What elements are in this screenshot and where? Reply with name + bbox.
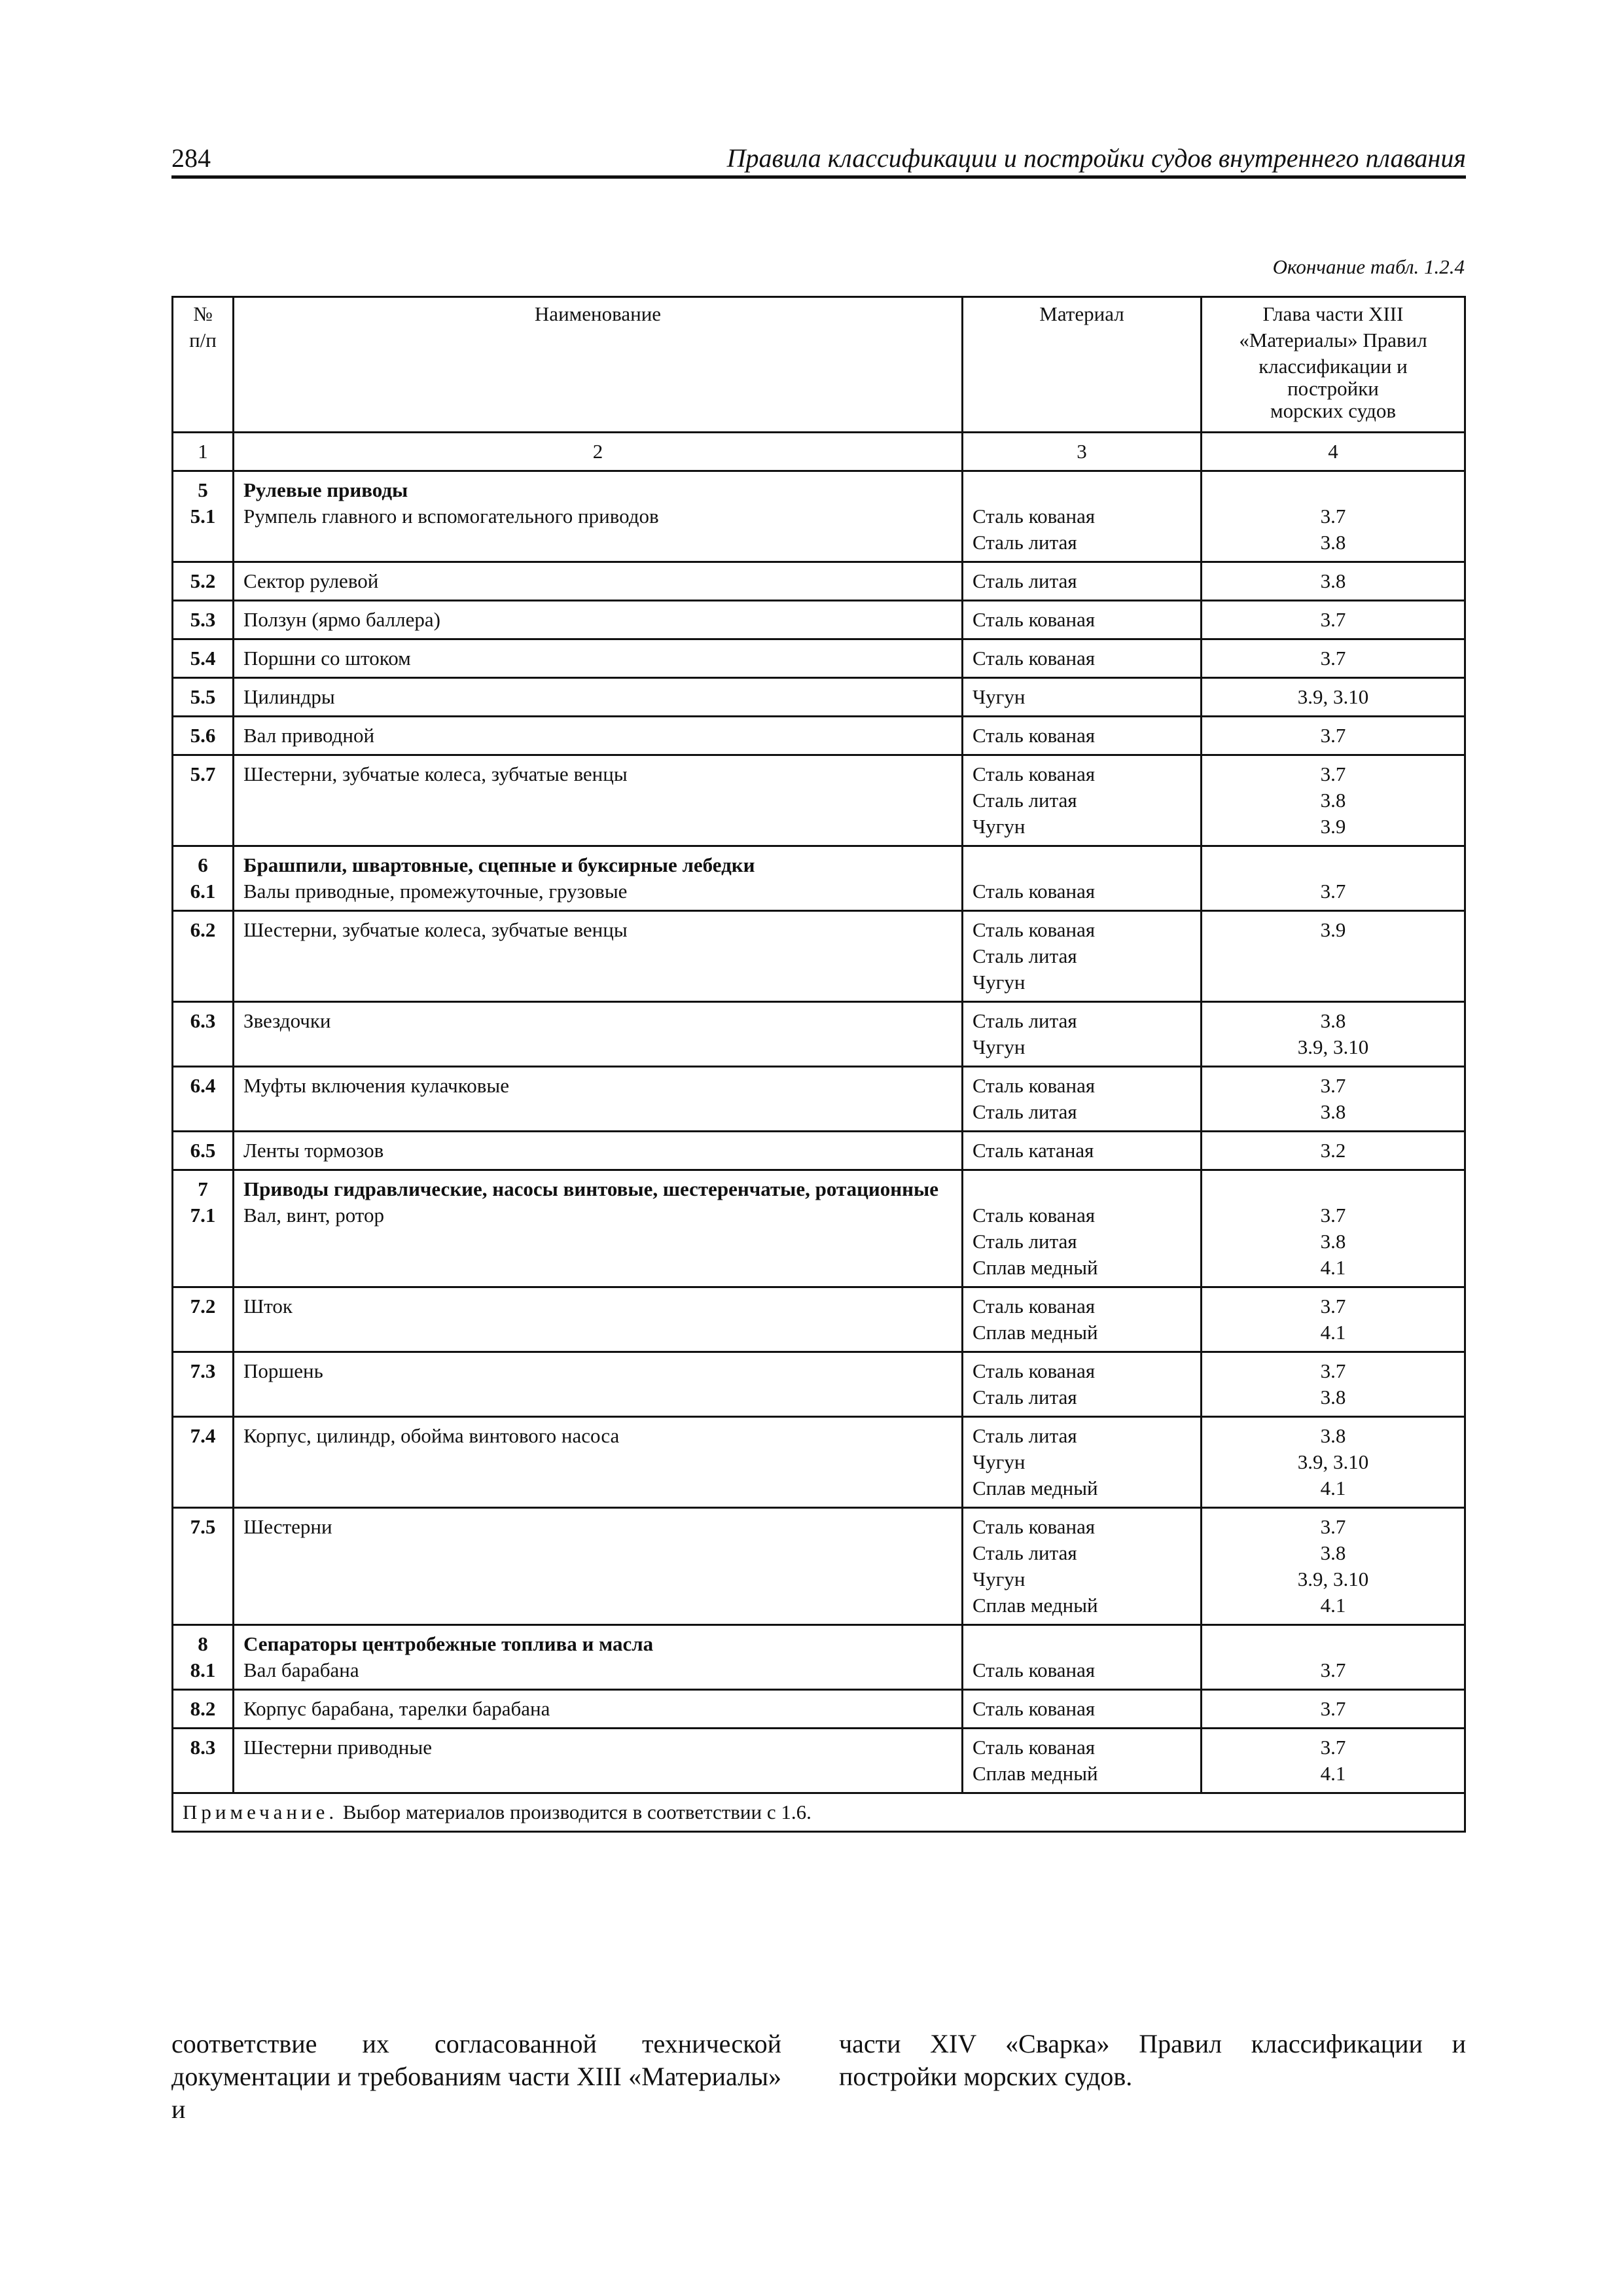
table-row bbox=[173, 911, 1465, 1002]
section-spacer bbox=[972, 477, 1191, 503]
row-number-cell bbox=[173, 717, 234, 755]
header-name: Наименование bbox=[234, 297, 963, 433]
row-number-cell bbox=[173, 1625, 234, 1690]
material-item: Сталь кованая bbox=[972, 1697, 1096, 1720]
row-number: 7.1 bbox=[190, 1204, 216, 1227]
chapter-item: 3.2 bbox=[1320, 1139, 1346, 1162]
material-item: Сталь литая bbox=[972, 944, 1077, 967]
row-number-cell bbox=[173, 846, 234, 911]
note-label: Примечание. bbox=[183, 1801, 338, 1823]
material-item: Сталь кованая bbox=[972, 1295, 1096, 1318]
material-item: Чугун bbox=[972, 1450, 1026, 1473]
row-chapter-cell bbox=[1202, 601, 1465, 639]
chapter-item: 3.8 bbox=[1320, 569, 1346, 592]
material-item: Чугун bbox=[972, 1568, 1026, 1590]
row-name: Сектор рулевой bbox=[243, 569, 379, 592]
header-chapter-line: «Материалы» Правил bbox=[1239, 329, 1427, 351]
row-material-cell bbox=[963, 755, 1202, 846]
chapter-item: 4.1 bbox=[1320, 1762, 1346, 1785]
row-name-cell bbox=[234, 1287, 963, 1352]
chapter-item: 3.7 bbox=[1320, 880, 1346, 903]
row-number: 7.5 bbox=[190, 1515, 216, 1538]
row-chapter-cell bbox=[1202, 1170, 1465, 1287]
row-number: 6.3 bbox=[190, 1009, 216, 1032]
row-number-cell bbox=[173, 678, 234, 717]
row-name: Ленты тормозов bbox=[243, 1139, 384, 1162]
material-item: Сплав медный bbox=[972, 1477, 1098, 1499]
row-name-cell bbox=[234, 1067, 963, 1132]
row-number-cell bbox=[173, 471, 234, 562]
chapter-item: 3.8 bbox=[1320, 1100, 1346, 1123]
material-item: Сталь литая bbox=[972, 1386, 1077, 1408]
row-name-cell bbox=[234, 1170, 963, 1287]
table-row bbox=[173, 717, 1465, 755]
materials-table bbox=[171, 296, 1466, 1833]
material-item: Сталь литая bbox=[972, 789, 1077, 812]
row-name-cell bbox=[234, 471, 963, 562]
row-number-cell bbox=[173, 1690, 234, 1729]
material-item: Сталь кованая bbox=[972, 1659, 1096, 1681]
chapter-item: 3.7 bbox=[1320, 762, 1346, 785]
row-number-cell bbox=[173, 1067, 234, 1132]
row-number: 7.3 bbox=[190, 1359, 216, 1382]
row-number: 5.2 bbox=[190, 569, 216, 592]
table-row bbox=[173, 1067, 1465, 1132]
table-row bbox=[173, 846, 1465, 911]
row-name-cell bbox=[234, 755, 963, 846]
table-row bbox=[173, 1625, 1465, 1690]
material-item: Сталь литая bbox=[972, 531, 1077, 554]
chapter-item: 3.7 bbox=[1320, 1736, 1346, 1759]
row-number: 8.1 bbox=[190, 1659, 216, 1681]
row-material-cell bbox=[963, 1132, 1202, 1170]
table-row bbox=[173, 562, 1465, 601]
chapter-item: 3.7 bbox=[1320, 1659, 1346, 1681]
row-name: Вал барабана bbox=[243, 1659, 359, 1681]
row-number-cell bbox=[173, 1002, 234, 1067]
section-spacer bbox=[1211, 1631, 1455, 1657]
row-number-cell bbox=[173, 755, 234, 846]
row-chapter-cell bbox=[1202, 1417, 1465, 1508]
row-number: 5.3 bbox=[190, 608, 216, 631]
chapter-item: 3.8 bbox=[1320, 1541, 1346, 1564]
row-number: 6.2 bbox=[190, 918, 216, 941]
row-number: 5.4 bbox=[190, 647, 216, 670]
table-row bbox=[173, 1417, 1465, 1508]
chapter-item: 3.8 bbox=[1320, 1230, 1346, 1253]
table-row bbox=[173, 1287, 1465, 1352]
material-item: Сталь кованая bbox=[972, 762, 1096, 785]
row-material-cell bbox=[963, 1170, 1202, 1287]
row-number: 6 bbox=[198, 853, 208, 876]
row-number: 6.5 bbox=[190, 1139, 216, 1162]
section-title: Сепараторы центробежные топлива и масла bbox=[243, 1632, 654, 1655]
row-number-cell bbox=[173, 601, 234, 639]
note-text: Выбор материалов производится в соответствии с 1.6. bbox=[342, 1801, 812, 1823]
material-item: Сталь кованая bbox=[972, 1359, 1096, 1382]
row-number: 7.2 bbox=[190, 1295, 216, 1318]
row-material-cell bbox=[963, 1352, 1202, 1417]
table-row bbox=[173, 1352, 1465, 1417]
column-index: 4 bbox=[1202, 433, 1465, 471]
row-name: Цилиндры bbox=[243, 685, 335, 708]
row-chapter-cell bbox=[1202, 755, 1465, 846]
chapter-item: 3.7 bbox=[1320, 1697, 1346, 1720]
row-name: Шестерни, зубчатые колеса, зубчатые венцы bbox=[243, 762, 628, 785]
row-name: Поршень bbox=[243, 1359, 323, 1382]
header-rule bbox=[171, 175, 1466, 179]
row-name-cell bbox=[234, 601, 963, 639]
table-row bbox=[173, 755, 1465, 846]
section-spacer bbox=[972, 1631, 1191, 1657]
material-item: Сплав медный bbox=[972, 1594, 1098, 1617]
chapter-item: 3.7 bbox=[1320, 505, 1346, 528]
row-name: Шестерни bbox=[243, 1515, 332, 1538]
row-name-cell bbox=[234, 678, 963, 717]
row-name: Корпус барабана, тарелки барабана bbox=[243, 1697, 550, 1720]
row-name-cell bbox=[234, 911, 963, 1002]
row-name-cell bbox=[234, 717, 963, 755]
chapter-item: 3.7 bbox=[1320, 1295, 1346, 1318]
chapter-item: 3.8 bbox=[1320, 789, 1346, 812]
row-name: Валы приводные, промежуточные, грузовые bbox=[243, 880, 628, 903]
row-name-cell bbox=[234, 1625, 963, 1690]
row-chapter-cell bbox=[1202, 562, 1465, 601]
material-item: Сталь кованая bbox=[972, 608, 1096, 631]
chapter-item: 3.9, 3.10 bbox=[1297, 1568, 1369, 1590]
material-item: Сталь литая bbox=[972, 569, 1077, 592]
row-name: Шестерни, зубчатые колеса, зубчатые венцы bbox=[243, 918, 628, 941]
row-number-cell bbox=[173, 1170, 234, 1287]
row-number: 6.1 bbox=[190, 880, 216, 903]
material-item: Сталь кованая bbox=[972, 918, 1096, 941]
row-chapter-cell bbox=[1202, 1508, 1465, 1625]
row-chapter-cell bbox=[1202, 1729, 1465, 1793]
chapter-item: 3.7 bbox=[1320, 608, 1346, 631]
row-name-cell bbox=[234, 1132, 963, 1170]
row-name-cell bbox=[234, 1002, 963, 1067]
row-material-cell bbox=[963, 911, 1202, 1002]
table-row bbox=[173, 1132, 1465, 1170]
header-num bbox=[173, 297, 234, 433]
table-row bbox=[173, 1508, 1465, 1625]
row-chapter-cell bbox=[1202, 1132, 1465, 1170]
row-name-cell bbox=[234, 639, 963, 678]
row-chapter-cell bbox=[1202, 1002, 1465, 1067]
row-name-cell bbox=[234, 1352, 963, 1417]
table-row bbox=[173, 471, 1465, 562]
chapter-item: 3.7 bbox=[1320, 1204, 1346, 1227]
material-item: Сплав медный bbox=[972, 1321, 1098, 1344]
chapter-item: 3.7 bbox=[1320, 647, 1346, 670]
row-material-cell bbox=[963, 639, 1202, 678]
body-text-left-column: соответствие их согласованной технической документации и требованиям части XIII «Материалы» и bbox=[171, 2029, 781, 2124]
row-name: Шестерни приводные bbox=[243, 1736, 432, 1759]
chapter-item: 3.9 bbox=[1320, 815, 1346, 838]
table-row bbox=[173, 1170, 1465, 1287]
row-number-cell bbox=[173, 1729, 234, 1793]
row-chapter-cell bbox=[1202, 846, 1465, 911]
material-item: Сталь литая bbox=[972, 1100, 1077, 1123]
chapter-item: 4.1 bbox=[1320, 1594, 1346, 1617]
row-name: Румпель главного и вспомогательного приводов bbox=[243, 505, 659, 528]
material-item: Сталь литая bbox=[972, 1009, 1077, 1032]
section-spacer bbox=[972, 1176, 1191, 1202]
row-number: 8.3 bbox=[190, 1736, 216, 1759]
row-number: 8 bbox=[198, 1632, 208, 1655]
header-num-line: № bbox=[193, 302, 213, 325]
column-index-row bbox=[173, 433, 1465, 471]
page-header bbox=[171, 143, 1466, 175]
table-row bbox=[173, 1690, 1465, 1729]
chapter-item: 3.8 bbox=[1320, 531, 1346, 554]
header-chapter-line: Глава части XIII bbox=[1262, 302, 1404, 325]
chapter-item: 3.7 bbox=[1320, 1359, 1346, 1382]
row-material-cell bbox=[963, 1729, 1202, 1793]
row-chapter-cell bbox=[1202, 911, 1465, 1002]
row-name-cell bbox=[234, 1508, 963, 1625]
table-row bbox=[173, 639, 1465, 678]
row-number-cell bbox=[173, 639, 234, 678]
chapter-item: 3.8 bbox=[1320, 1009, 1346, 1032]
row-name: Муфты включения кулачковые bbox=[243, 1074, 509, 1097]
section-title: Рулевые приводы bbox=[243, 478, 408, 501]
row-name-cell bbox=[234, 1690, 963, 1729]
row-name-cell bbox=[234, 562, 963, 601]
chapter-item: 3.7 bbox=[1320, 724, 1346, 747]
material-item: Сталь кованая bbox=[972, 1074, 1096, 1097]
chapter-item: 3.8 bbox=[1320, 1424, 1346, 1447]
material-item: Чугун bbox=[972, 1035, 1026, 1058]
row-number-cell bbox=[173, 1287, 234, 1352]
row-material-cell bbox=[963, 1508, 1202, 1625]
row-material-cell bbox=[963, 471, 1202, 562]
row-number-cell bbox=[173, 1352, 234, 1417]
row-name: Вал, винт, ротор bbox=[243, 1204, 384, 1227]
table-caption: Окончание табл. 1.2.4 bbox=[1272, 255, 1465, 278]
section-title: Приводы гидравлические, насосы винтовые, шестеренчатые, ротационные bbox=[243, 1177, 938, 1200]
row-chapter-cell bbox=[1202, 1067, 1465, 1132]
row-number: 5.5 bbox=[190, 685, 216, 708]
column-index: 1 bbox=[173, 433, 234, 471]
column-index: 3 bbox=[963, 433, 1202, 471]
row-material-cell bbox=[963, 846, 1202, 911]
section-spacer bbox=[972, 852, 1191, 878]
row-name: Поршни со штоком bbox=[243, 647, 411, 670]
row-name-cell bbox=[234, 1417, 963, 1508]
row-number-cell bbox=[173, 1417, 234, 1508]
row-material-cell bbox=[963, 717, 1202, 755]
column-index: 2 bbox=[234, 433, 963, 471]
row-number: 5.7 bbox=[190, 762, 216, 785]
chapter-item: 3.9, 3.10 bbox=[1297, 1035, 1369, 1058]
material-item: Сталь кованая bbox=[972, 505, 1096, 528]
material-item: Сплав медный bbox=[972, 1762, 1098, 1785]
material-item: Сталь литая bbox=[972, 1230, 1077, 1253]
row-chapter-cell bbox=[1202, 717, 1465, 755]
table-body bbox=[173, 471, 1465, 1793]
row-name-cell bbox=[234, 846, 963, 911]
table-row bbox=[173, 1729, 1465, 1793]
chapter-item: 3.7 bbox=[1320, 1515, 1346, 1538]
header-chapter-line: морских судов bbox=[1270, 399, 1397, 422]
row-number: 5.6 bbox=[190, 724, 216, 747]
table-row bbox=[173, 601, 1465, 639]
row-number-cell bbox=[173, 911, 234, 1002]
row-name: Шток bbox=[243, 1295, 293, 1318]
chapter-item: 4.1 bbox=[1320, 1256, 1346, 1279]
row-name: Корпус, цилиндр, обойма винтового насоса bbox=[243, 1424, 620, 1447]
chapter-item: 3.9, 3.10 bbox=[1297, 1450, 1369, 1473]
row-chapter-cell bbox=[1202, 1287, 1465, 1352]
row-number: 7.4 bbox=[190, 1424, 216, 1447]
material-item: Сталь кованая bbox=[972, 647, 1096, 670]
row-chapter-cell bbox=[1202, 1690, 1465, 1729]
row-chapter-cell bbox=[1202, 639, 1465, 678]
row-number: 6.4 bbox=[190, 1074, 216, 1097]
section-spacer bbox=[1211, 1176, 1455, 1202]
row-material-cell bbox=[963, 1625, 1202, 1690]
row-material-cell bbox=[963, 562, 1202, 601]
row-number-cell bbox=[173, 562, 234, 601]
material-item: Чугун bbox=[972, 971, 1026, 994]
material-item: Сталь кованая bbox=[972, 1736, 1096, 1759]
row-material-cell bbox=[963, 1067, 1202, 1132]
row-material-cell bbox=[963, 1002, 1202, 1067]
material-item: Сталь литая bbox=[972, 1541, 1077, 1564]
row-number-cell bbox=[173, 1132, 234, 1170]
header-chapter bbox=[1202, 297, 1465, 433]
material-item: Сталь катаная bbox=[972, 1139, 1094, 1162]
row-chapter-cell bbox=[1202, 678, 1465, 717]
row-number-cell bbox=[173, 1508, 234, 1625]
row-material-cell bbox=[963, 601, 1202, 639]
row-number: 5 bbox=[198, 478, 208, 501]
row-name: Вал приводной bbox=[243, 724, 375, 747]
row-material-cell bbox=[963, 1417, 1202, 1508]
material-item: Сталь кованая bbox=[972, 1204, 1096, 1227]
chapter-item: 3.9, 3.10 bbox=[1297, 685, 1369, 708]
row-name: Звездочки bbox=[243, 1009, 331, 1032]
material-item: Сплав медный bbox=[972, 1256, 1098, 1279]
table-row bbox=[173, 1002, 1465, 1067]
row-name-cell bbox=[234, 1729, 963, 1793]
body-text-right-column: части XIV «Сварка» Правил классификации и постройки морских судов. bbox=[839, 2029, 1466, 2091]
material-item: Сталь литая bbox=[972, 1424, 1077, 1447]
chapter-item: 4.1 bbox=[1320, 1477, 1346, 1499]
row-number: 8.2 bbox=[190, 1697, 216, 1720]
material-item: Сталь кованая bbox=[972, 1515, 1096, 1538]
material-item: Сталь кованая bbox=[972, 880, 1096, 903]
material-item: Чугун bbox=[972, 815, 1026, 838]
running-title: Правила классификации и постройки судов внутреннего плавания bbox=[726, 143, 1466, 173]
row-chapter-cell bbox=[1202, 1625, 1465, 1690]
chapter-item: 3.9 bbox=[1320, 918, 1346, 941]
row-number: 7 bbox=[198, 1177, 208, 1200]
chapter-item: 4.1 bbox=[1320, 1321, 1346, 1344]
note-row bbox=[173, 1793, 1465, 1832]
section-title: Брашпили, швартовные, сцепные и буксирные лебедки bbox=[243, 853, 755, 876]
table-header-row bbox=[173, 297, 1465, 433]
chapter-item: 3.8 bbox=[1320, 1386, 1346, 1408]
header-num-line: п/п bbox=[189, 329, 217, 351]
table-row bbox=[173, 678, 1465, 717]
section-spacer bbox=[1211, 477, 1455, 503]
row-name: Ползун (ярмо баллера) bbox=[243, 608, 440, 631]
material-item: Чугун bbox=[972, 685, 1026, 708]
material-item: Сталь кованая bbox=[972, 724, 1096, 747]
row-material-cell bbox=[963, 1287, 1202, 1352]
section-spacer bbox=[1211, 852, 1455, 878]
row-material-cell bbox=[963, 678, 1202, 717]
table-note bbox=[173, 1793, 1465, 1832]
row-number: 5.1 bbox=[190, 505, 216, 528]
chapter-item: 3.7 bbox=[1320, 1074, 1346, 1097]
row-material-cell bbox=[963, 1690, 1202, 1729]
row-chapter-cell bbox=[1202, 1352, 1465, 1417]
header-material: Материал bbox=[963, 297, 1202, 433]
header-chapter-line: классификации и постройки bbox=[1258, 355, 1408, 400]
page-number: 284 bbox=[171, 143, 211, 173]
row-chapter-cell bbox=[1202, 471, 1465, 562]
